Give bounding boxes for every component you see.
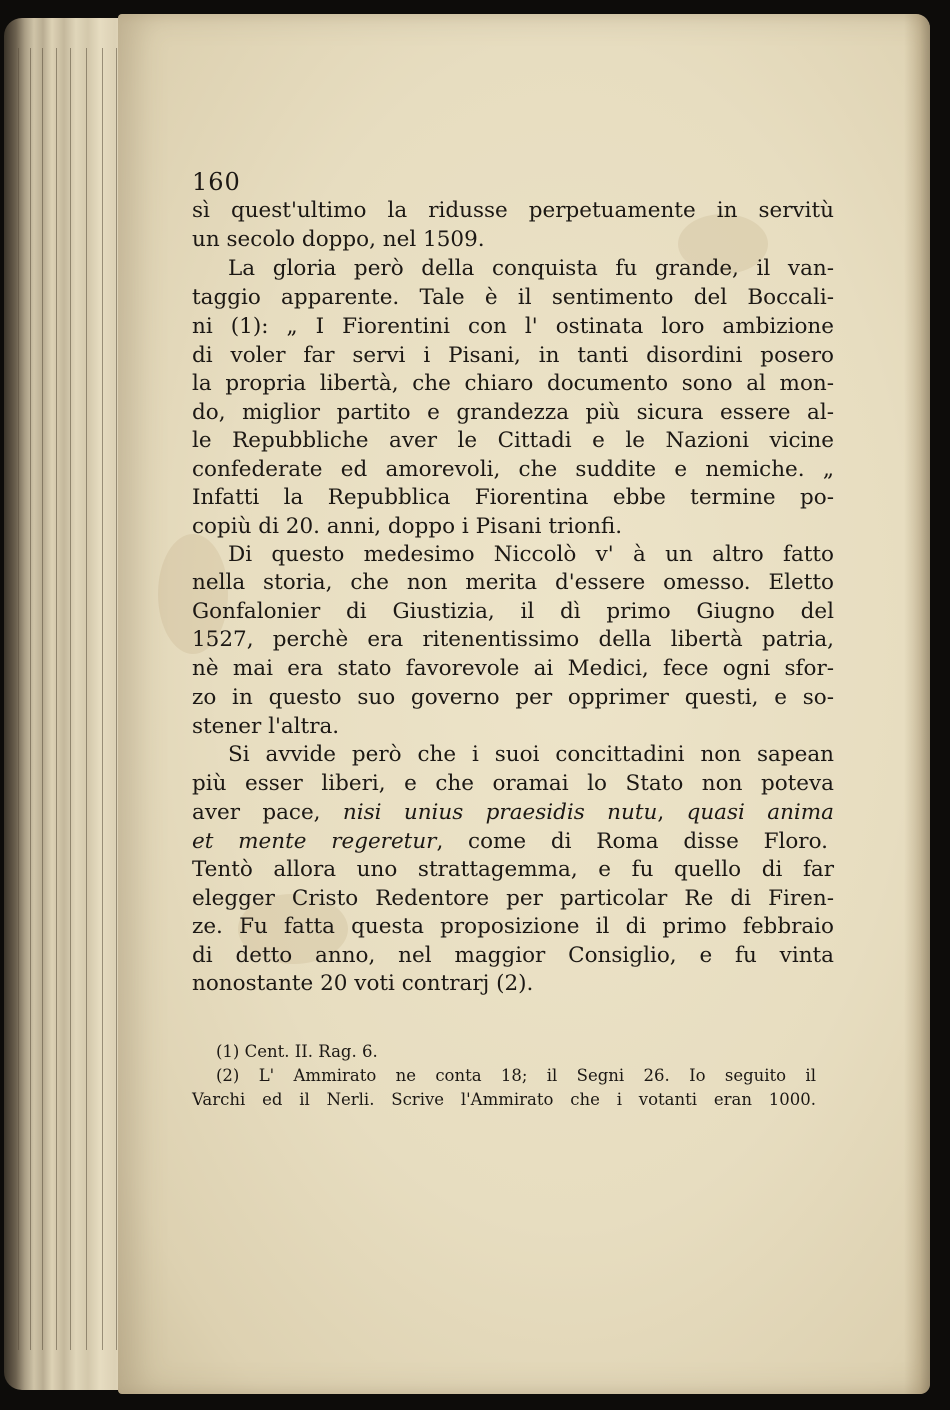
text-line: Gonfalonier di Giustizia, il dì primo Giugno del xyxy=(192,599,834,624)
page-edge-line xyxy=(86,48,87,1350)
text-line: confederate ed amorevoli, che suddite e nemiche. „ xyxy=(192,457,834,482)
latin-quote: nisi unius praesidis nutu xyxy=(342,800,658,825)
text-line: nonostante 20 voti contrarj (2). xyxy=(192,971,534,996)
text-line: nella storia, che non merita d'essere omesso. Eletto xyxy=(192,570,834,595)
footnote: (1) Cent. II. Rag. 6. xyxy=(216,1042,378,1061)
text-run: aver pace, xyxy=(192,800,343,825)
footnote: (2) L' Ammirato ne conta 18; il Segni 26. Io seguito il xyxy=(216,1066,816,1085)
text-line: zo in questo suo governo per opprimer questi, e so- xyxy=(192,685,834,710)
text-run: , come di Roma disse Floro. xyxy=(436,829,828,854)
page-edge-line xyxy=(18,48,19,1350)
text-line: ni (1): „ I Fiorentini con l' ostinata loro ambizione xyxy=(192,314,834,339)
page-number: 160 xyxy=(192,168,241,196)
text-line: un secolo doppo, nel 1509. xyxy=(192,227,485,252)
page-edge-line xyxy=(102,48,103,1350)
page-edge-line xyxy=(30,48,31,1350)
text-line: elegger Cristo Redentore per particolar Re di Firen- xyxy=(192,886,834,911)
text-run: , xyxy=(657,800,687,825)
text-line: Infatti la Repubblica Fiorentina ebbe termine po- xyxy=(192,485,834,510)
footnote: Varchi ed il Nerli. Scrive l'Ammirato che i votanti eran 1000. xyxy=(192,1090,816,1109)
page-edge-line xyxy=(42,48,43,1350)
page-edge-line xyxy=(116,48,117,1350)
text-line: più esser liberi, e che oramai lo Stato non poteva xyxy=(192,771,834,796)
text-line: do, miglior partito e grandezza più sicura essere al- xyxy=(192,400,834,425)
latin-quote: quasi anima xyxy=(686,800,835,825)
text-line: la propria libertà, che chiaro documento sono al mon- xyxy=(192,371,834,396)
text-line: sì quest'ultimo la ridusse perpetuamente in servitù xyxy=(192,198,834,223)
text-line: taggio apparente. Tale è il sentimento del Boccali- xyxy=(192,285,834,310)
text-line-latin-quote xyxy=(192,799,834,828)
page-edge-line xyxy=(56,48,57,1350)
latin-quote: et mente regeretur xyxy=(192,829,437,854)
text-line: copiù di 20. anni, doppo i Pisani trionfi. xyxy=(192,514,623,539)
page-edge-line xyxy=(70,48,71,1350)
text-line: Tentò allora uno strattagemma, e fu quello di far xyxy=(192,857,834,882)
text-line: Di questo medesimo Niccolò v' à un altro fatto xyxy=(228,542,834,567)
text-line: stener l'altra. xyxy=(192,714,340,739)
text-line: La gloria però della conquista fu grande, il van- xyxy=(228,256,834,281)
text-line-latin-quote xyxy=(192,828,828,857)
text-line: nè mai era stato favorevole ai Medici, fece ogni sfor- xyxy=(192,656,834,681)
text-line: di detto anno, nel maggior Consiglio, e fu vinta xyxy=(192,943,834,968)
page-right-edge xyxy=(904,14,930,1394)
text-line: 1527, perchè era ritenentissimo della libertà patria, xyxy=(192,627,834,652)
text-line: Si avvide però che i suoi concittadini non sapean xyxy=(228,742,834,767)
text-line: le Repubbliche aver le Cittadi e le Nazioni vicine xyxy=(192,428,834,453)
text-line: ze. Fu fatta questa proposizione il di primo febbraio xyxy=(192,914,834,939)
text-line: di voler far servi i Pisani, in tanti disordini posero xyxy=(192,343,834,368)
